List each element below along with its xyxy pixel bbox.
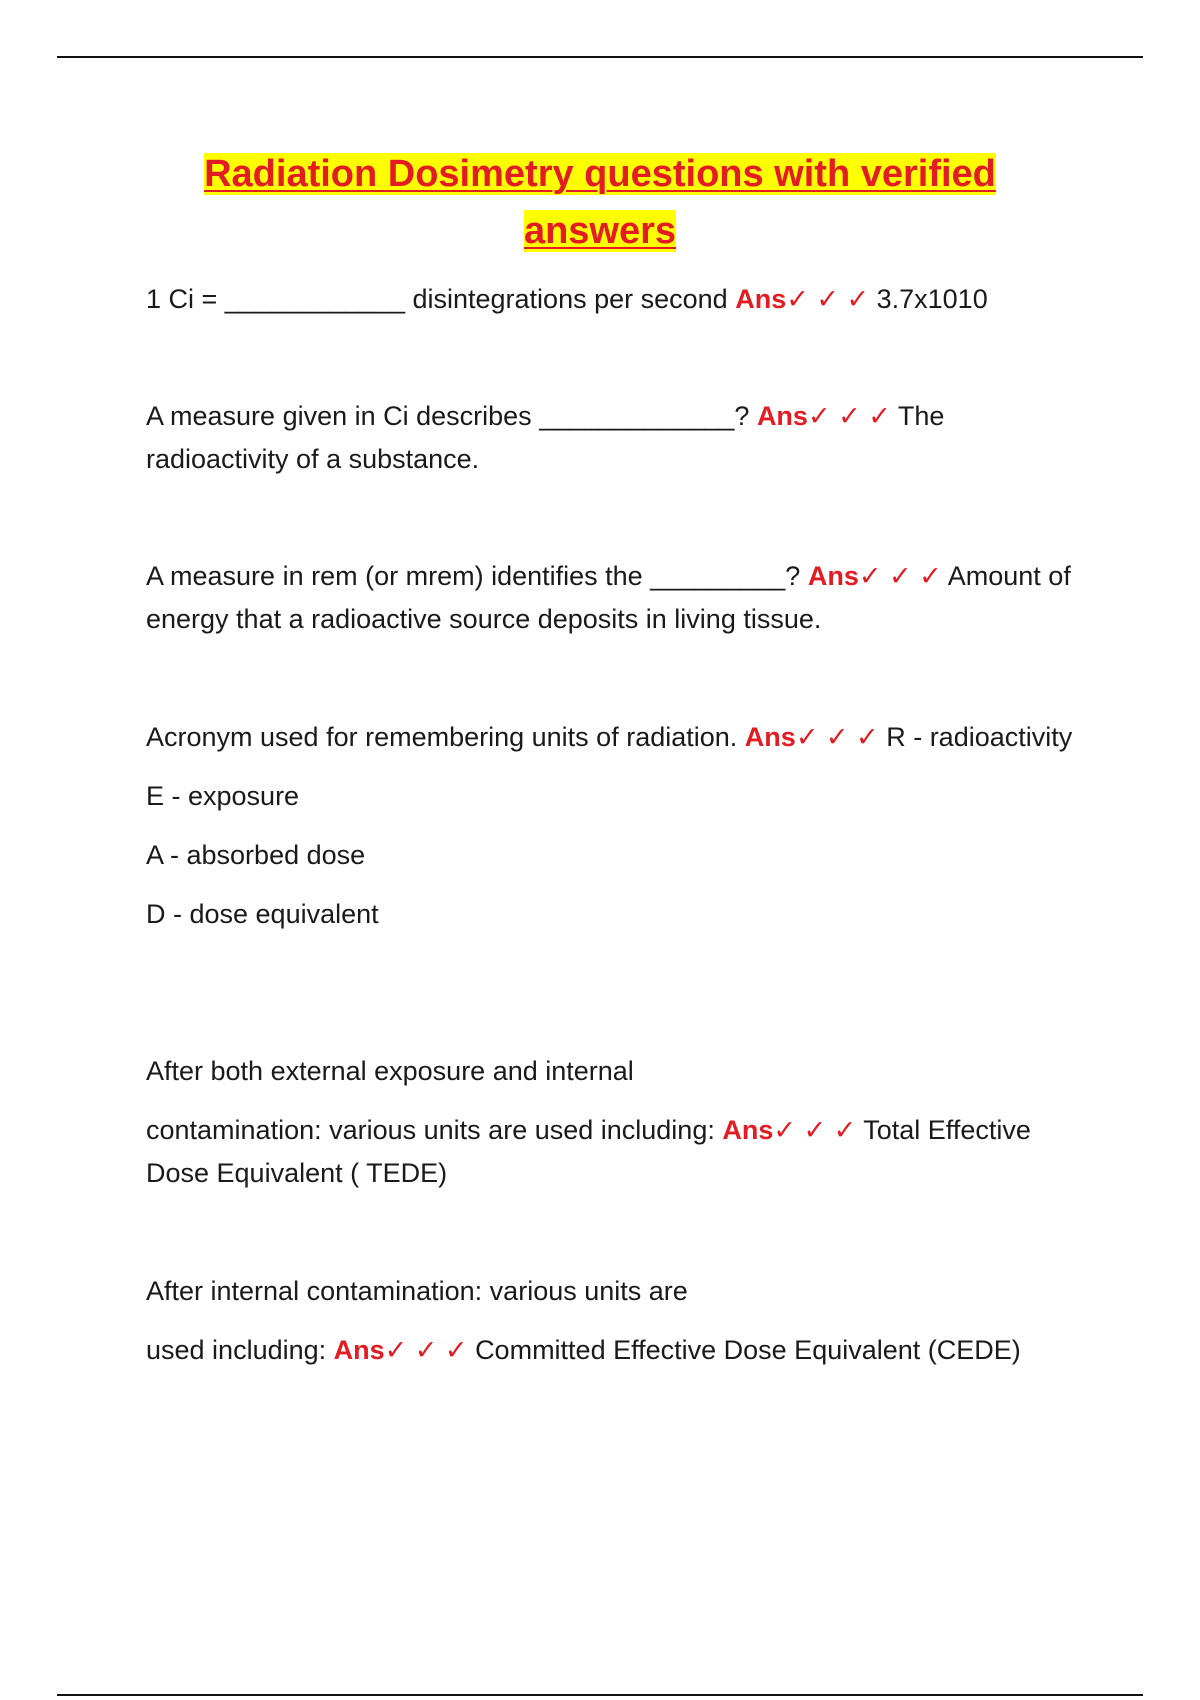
question: A measure given in Ci describes _____________? [146,401,750,431]
check-marks-icon: ✓ ✓ ✓ [773,1115,857,1145]
question-block-5 [146,1050,1086,1195]
question: Acronym used for remembering units of radiation. [146,722,738,752]
bottom-rule [57,1694,1143,1696]
question-line-1: After internal contamination: various units are [146,1276,688,1306]
answer: Amount of energy that a radioactive source deposits in living tissue. [146,561,1071,634]
check-marks-icon: ✓ ✓ ✓ [786,284,870,314]
acronym-line: A - absorbed dose [146,840,366,870]
question: A measure in rem (or mrem) identifies the _________? [146,561,801,591]
acronym-line: D - dose equivalent [146,899,379,929]
question: used including: [146,1335,327,1365]
question-text [146,395,1086,481]
check-marks-icon: ✓ ✓ ✓ [807,401,891,431]
question-text [146,1109,1086,1195]
answer-label: Ans [333,1335,385,1365]
title-line-2: answers [523,210,677,252]
answer-label: Ans [807,561,859,591]
question-block-4 [146,716,1086,936]
question-block-2 [146,395,1086,481]
top-rule [57,56,1143,58]
answer: Total Effective Dose Equivalent ( TEDE) [146,1115,1031,1188]
question-text [146,716,1086,759]
answer: Committed Effective Dose Equivalent (CEDE) [475,1335,1021,1365]
check-marks-icon: ✓ ✓ ✓ [795,722,879,752]
question-block-3 [146,555,1086,641]
check-marks-icon: ✓ ✓ ✓ [858,561,942,591]
question-text [146,1329,1086,1372]
document-title [0,146,1200,260]
answer-label: Ans [722,1115,774,1145]
answer-label: Ans [744,722,796,752]
answer: The radioactivity of a substance. [146,401,945,474]
question-text [146,278,1086,321]
question-block-1 [146,278,1086,321]
acronym-line: E - exposure [146,781,300,811]
check-marks-icon: ✓ ✓ ✓ [384,1335,468,1365]
answer-label: Ans [735,284,787,314]
answer: 3.7x1010 [876,284,988,314]
question: 1 Ci = ____________ disintegrations per second [146,284,728,314]
question: contamination: various units are used including: [146,1115,715,1145]
question-block-6 [146,1270,1086,1372]
title-line-1: Radiation Dosimetry questions with verified [204,153,996,195]
answer: R - radioactivity [886,722,1073,752]
question-text [146,555,1086,641]
question-line-1: After both external exposure and internal [146,1056,634,1086]
answer-label: Ans [756,401,808,431]
